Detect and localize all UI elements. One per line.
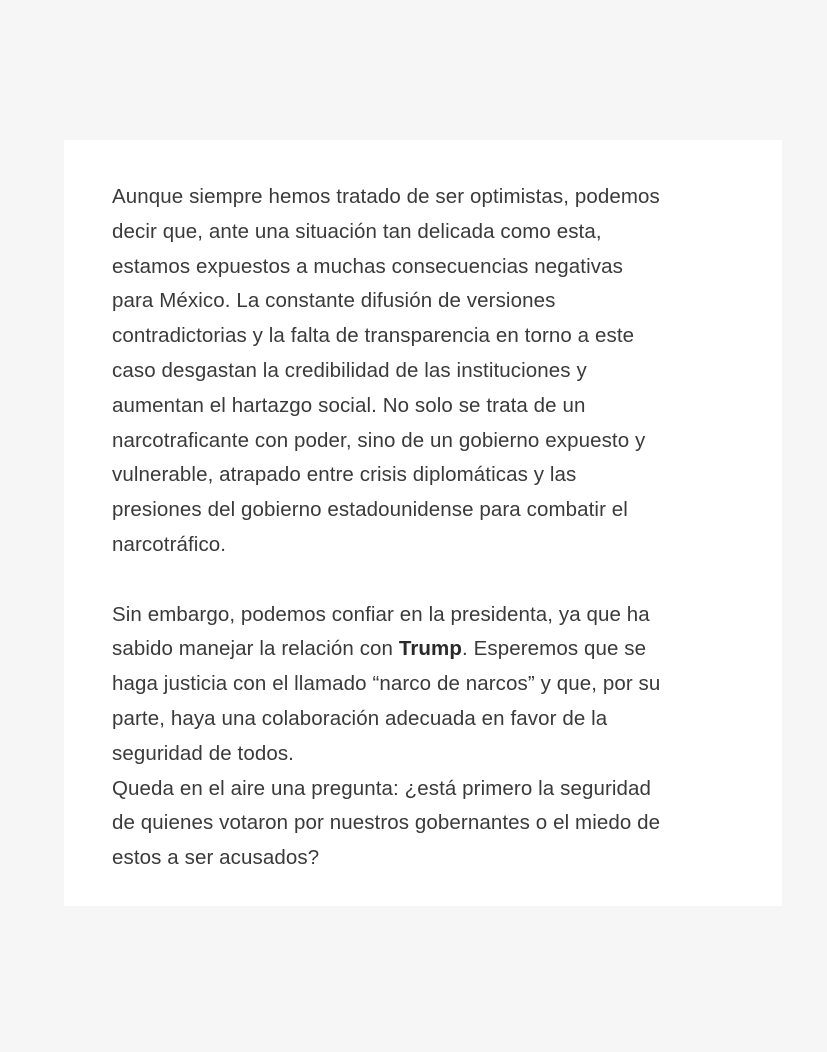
- text-line: presiones del gobierno estadounidense para combatir el: [112, 498, 628, 522]
- text-line: de quienes votaron por nuestros gobernantes o el miedo de: [112, 811, 661, 835]
- text-line: aumentan el hartazgo social. No solo se trata de un: [112, 393, 586, 417]
- text-line: Sin embargo, podemos confiar en la presidenta, ya que ha: [112, 602, 650, 626]
- text-line: haga justicia con el llamado “narco de narcos” y que, por su: [112, 672, 661, 696]
- text-line: vulnerable, atrapado entre crisis diplomáticas y las: [112, 463, 577, 487]
- text-line: decir que, ante una situación tan delicada como esta,: [112, 219, 602, 243]
- text-segment: sabido manejar la relación con: [112, 637, 399, 661]
- text-segment: . Esperemos que se: [462, 637, 647, 661]
- text-line: contradictorias y la falta de transparencia en torno a este: [112, 324, 635, 348]
- paragraph-2: [112, 598, 734, 876]
- text-line: para México. La constante difusión de versiones: [112, 289, 556, 313]
- text-line: parte, haya una colaboración adecuada en favor de la: [112, 706, 608, 730]
- text-line: Aunque siempre hemos tratado de ser optimistas, podemos: [112, 185, 660, 208]
- text-line: narcotráfico.: [112, 532, 227, 556]
- text-line: caso desgastan la credibilidad de las instituciones y: [112, 358, 587, 382]
- paragraph-1: [112, 180, 734, 563]
- text-line-with-emphasis: [112, 632, 734, 667]
- text-line: estamos expuestos a muchas consecuencias negativas: [112, 254, 623, 278]
- text-card: [64, 140, 782, 906]
- text-line: Queda en el aire una pregunta: ¿está primero la seguridad: [112, 776, 652, 800]
- emphasized-name: Trump: [398, 637, 463, 661]
- text-line: estos a ser acusados?: [112, 846, 320, 870]
- text-line: seguridad de todos.: [112, 741, 294, 765]
- text-line: narcotraficante con poder, sino de un gobierno expuesto y: [112, 428, 646, 452]
